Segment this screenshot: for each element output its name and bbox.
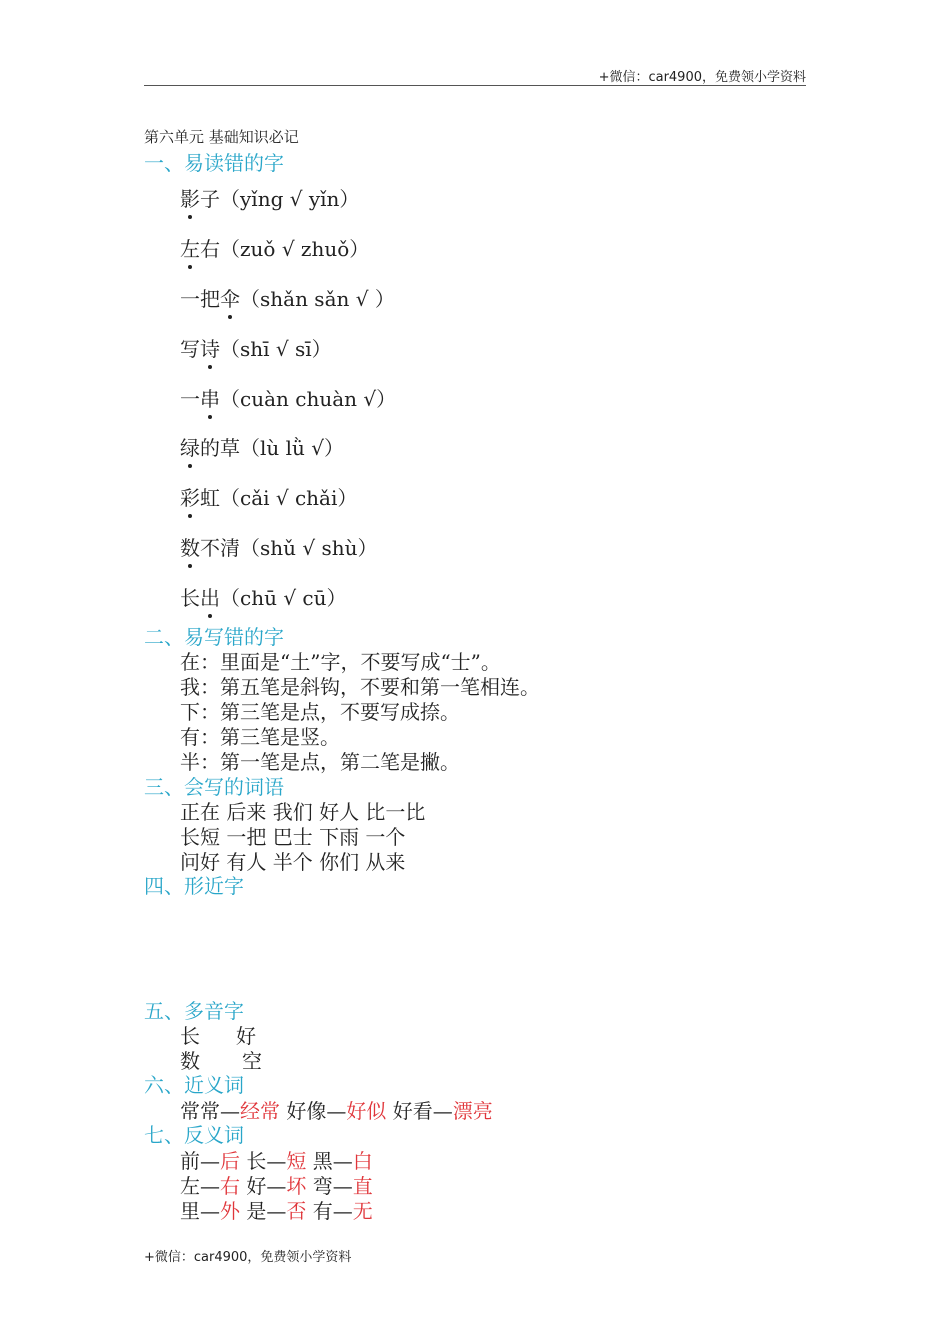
pinyin-item: 绿的草（lù lǜ √） <box>180 432 344 461</box>
polyphone-row: 数 空 <box>180 1049 262 1073</box>
section-heading-7: 七、反义词 <box>144 1123 244 1147</box>
footer-text: +微信：car4900，免费领小学资料 <box>144 1250 352 1265</box>
pinyin-item: 彩虹（cǎi √ chǎi） <box>180 482 357 511</box>
pinyin-item: 一串（cuàn chuàn √） <box>180 383 396 412</box>
miswrite-item: 我：第五笔是斜钩，不要和第一笔相连。 <box>180 675 540 699</box>
antonym-row: 前—后 长—短 黑—白 <box>180 1149 373 1173</box>
pinyin-item: 长出（chū √ cū） <box>180 582 347 611</box>
miswrite-item: 有：第三笔是竖。 <box>180 725 340 749</box>
header-text: +微信：car4900，免费领小学资料 <box>598 70 806 85</box>
section-heading-3: 三、会写的词语 <box>144 775 284 799</box>
miswrite-item: 半：第一笔是点，第二笔是撇。 <box>180 750 460 774</box>
pinyin-item: 一把伞（shǎn sǎn √ ） <box>180 283 395 312</box>
miswrite-item: 下：第三笔是点，不要写成捺。 <box>180 700 460 724</box>
antonym-row: 左—右 好—坏 弯—直 <box>180 1174 373 1198</box>
word-row: 长短 一把 巴士 下雨 一个 <box>180 825 406 849</box>
section-heading-4: 四、形近字 <box>144 874 244 898</box>
pinyin-item: 数不清（shǔ √ shù） <box>180 532 378 561</box>
polyphone-row: 长 好 <box>180 1024 256 1048</box>
section-heading-5: 五、多音字 <box>144 999 244 1023</box>
section-heading-1: 一、易读错的字 <box>144 151 284 175</box>
antonym-row: 里—外 是—否 有—无 <box>180 1199 373 1223</box>
document-title: 第六单元 基础知识必记 <box>144 128 299 146</box>
section-heading-6: 六、近义词 <box>144 1073 244 1097</box>
pinyin-item: 写诗（shī √ sī） <box>180 333 332 362</box>
synonym-row: 常常—经常 好像—好似 好看—漂亮 <box>180 1099 493 1123</box>
miswrite-item: 在：里面是“土”字，不要写成“士”。 <box>180 650 501 674</box>
word-row: 正在 后来 我们 好人 比一比 <box>180 800 426 824</box>
header-rule <box>144 85 806 86</box>
section-heading-2: 二、易写错的字 <box>144 625 284 649</box>
pinyin-item: 影子（yǐng √ yǐn） <box>180 183 359 212</box>
word-row: 问好 有人 半个 你们 从来 <box>180 850 406 874</box>
pinyin-item: 左右（zuǒ √ zhuǒ） <box>180 233 369 262</box>
